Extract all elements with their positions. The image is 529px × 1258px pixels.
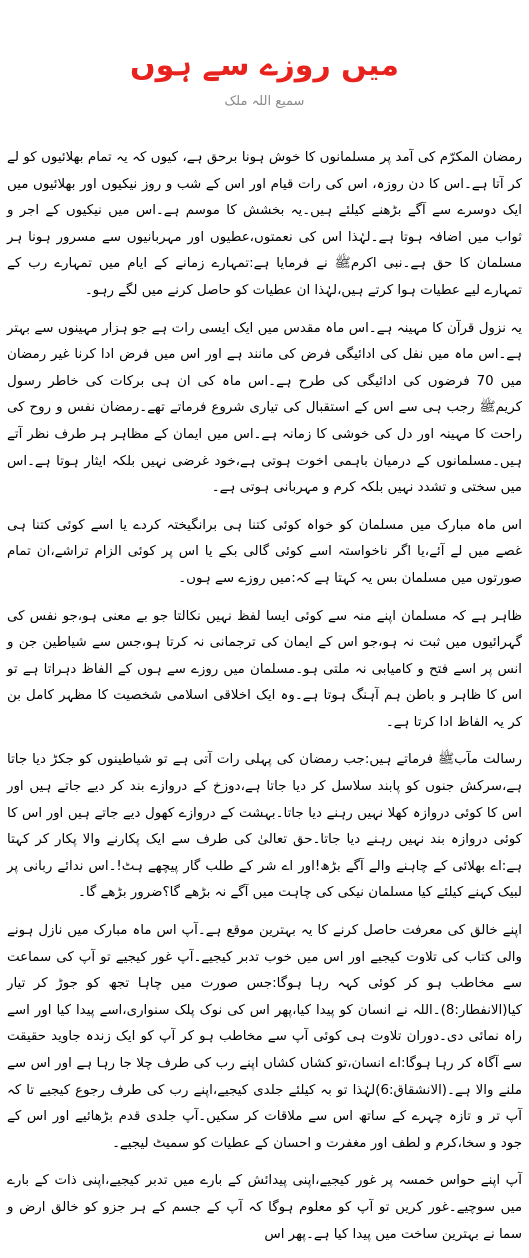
paragraph-2: یہ نزول قرآن کا مہینہ ہے۔اس ماہ مقدس میں ایک ایسی رات ہے جو ہزار مہینوں سے بہتر ہے۔اس ماہ میں نفل کی ادائیگی فرض کی مانند ہے اور اس میں فرض ادا کرنا غیر رمضان میں 70 فرضوں کی ادائیگی کی طرح ہے۔اس ماہ کی ان ہی برکات کی خاطر رسول کریمﷺ رجب ہی سے اس کے استقبال کی تیاری شروع فرماتے تھے۔رمضان نفس و روح کی راحت کا مہینہ اور دل کی خوشی کا زمانہ ہے۔اس میں ایمان کے مظاہر ہر طرف نظر آتے ہیں۔مسلمانوں کے درمیان باہمی اخوت ہوتی ہے،خود غرضی نہیں بلکہ ایثار ہوتا ہے۔اس میں سختی و تشدد نہیں بلکہ کرم و مہربانی ہوتی ہے۔ bbox=[7, 320, 522, 496]
paragraph-5: رسالت مآبﷺ فرماتے ہیں:جب رمضان کی پہلی رات آتی ہے تو شیاطینوں کو جکڑ دیا جاتا ہے،سرکش جنوں کو پابند سلاسل کر دیا جاتا ہے،دوزخ کے دروازے بند کر دیے جاتے ہیں اور اس کا کوئی دروازہ کھلا نہیں رہنے دیا جاتا۔بہشت کے دروازے کھول دیے جاتے ہیں اور اس کا کوئی دروازہ بند نہیں رہنے دیا جاتا۔حق تعالیٰ کی طرف سے ایک پکارنے والا پکار کر کہتا ہے:اے بھلائی کے چاہنے والے آگے بڑھ!اور اے شر کے طلب گار پیچھے ہٹ!۔اس ندائے ربانی پر لبیک کہنے کیلئے کیا مسلمان نیکی کی چاہت میں آگے نہ بڑھے گا؟ضرور بڑھے گا۔ bbox=[7, 752, 522, 901]
article-title: میں روزے سے ہوں bbox=[130, 48, 399, 83]
paragraph-3: اس ماہ مبارک میں مسلمان کو خواہ کوئی کتنا ہی برانگیختہ کردے یا اسے کوئی کتنا ہی غصے میں لے آئے،یا اگر ناخواستہ اسے کوئی گالی بکے یا اس پر کوئی الزام تراشے،ان تمام صورتوں میں مسلمان بس یہ کہتا ہے کہ:میں روزے سے ہوں۔ bbox=[7, 517, 522, 586]
paragraph-7: آپ اپنے حواس خمسہ پر غور کیجیے،اپنی پیدائش کے بارے میں تدبر کیجیے،اپنی ذات کے بارے میں سوچیے۔غور کریں تو آپ کو معلوم ہوگا کہ آپ کے جسم کے ہر جزو کو خالق ارض و سما نے بہترین ساخت میں پیدا کیا ہے۔پھر اس bbox=[7, 1173, 522, 1242]
author-name: سمیع اللہ ملک bbox=[224, 94, 305, 109]
article-body bbox=[7, 145, 522, 1248]
paragraph-4: ظاہر ہے کہ مسلمان اپنے منہ سے کوئی ایسا لفظ نہیں نکالتا جو بے معنی ہو،جو نفس کی گہرائیوں میں ثبت نہ ہو،جو اس کے ایمان کی ترجمانی نہ کرتا ہو،جس سے شیاطین جن و انس پر اسے فتح و کامیابی نہ ملتی ہو۔مسلمان میں روزے سے ہوں کے الفاظ دہراتا ہے تو اس کا ظاہر و باطن ہم آہنگ ہوتا ہے۔وہ ایک اخلاقی اسلامی شخصیت کا مظہر کامل بن کر یہ الفاظ ادا کرتا ہے۔ bbox=[7, 608, 522, 730]
paragraph-6: اپنے خالق کی معرفت حاصل کرنے کا یہ بہترین موقع ہے۔آپ اس ماہ مبارک میں نازل ہونے والی کتاب کی تلاوت کیجیے اور اس میں خوب تدبر کیجیے۔آپ غور کیجیے تو آپ کی سماعت سے مخاطب ہو کر کوئی کہہ رہا ہوگا:جس صورت میں چاہا تجھ کو جوڑ کر تیار کیا(الانفطار:8)۔اللہ نے انسان کو پیدا کیا،پھر اس کی نوک پلک سنواری،اسے پیدا کیا اور اسے راہ نمائی دی۔دوران تلاوت ہی کوئی آپ سے مخاطب ہو کر آپ کو ایک زندہ جاوید حقیقت سے آگاہ کر رہا ہوگا:اے انسان،تو کشاں کشاں اپنے رب کی طرف چلا جا رہا ہے اور اس سے ملنے والا ہے۔(الانشقاق:6)لہٰذا تو بہ کیلئے جلدی کیجیے،اپنے رب کی طرف رجوع کیجیے تا کہ آپ تر و تازہ چہرے کے ساتھ اس سے ملاقات کر سکیں۔آپ جلدی قدم بڑھائیے اور اس کے جود و سخا،کرم و لطف اور مغفرت و احسان کے عطیات کو سمیٹ لیجیے۔ bbox=[7, 923, 522, 1151]
paragraph-1: رمضان المکرّم کی آمد پر مسلمانوں کا خوش ہونا برحق ہے، کیوں کہ یہ تمام بھلائیوں کو لے کر آتا ہے۔اس کا دن روزہ، اس کی رات قیام اور اس کے شب و روز نیکیوں اور بھلائیوں میں ایک دوسرے سے آگے بڑھنے کیلئے ہیں۔یہ بخشش کا موسم ہے۔اس میں نیکیوں کے اجر و ثواب میں اضافہ ہوتا ہے۔لہٰذا اس کی نعمتوں،عطیوں اور مہربانیوں سے مسرور ہونا ہر مسلمان کا حق ہے۔نبی اکرمﷺ نے فرمایا ہے:تمہارے زمانے کے ایام میں تمہارے رب کے تمہارے لیے عطیات ہوا کرتے ہیں،لہٰذا ان عطیات کو حاصل کرنے میں لگے رہو۔ bbox=[7, 150, 522, 298]
